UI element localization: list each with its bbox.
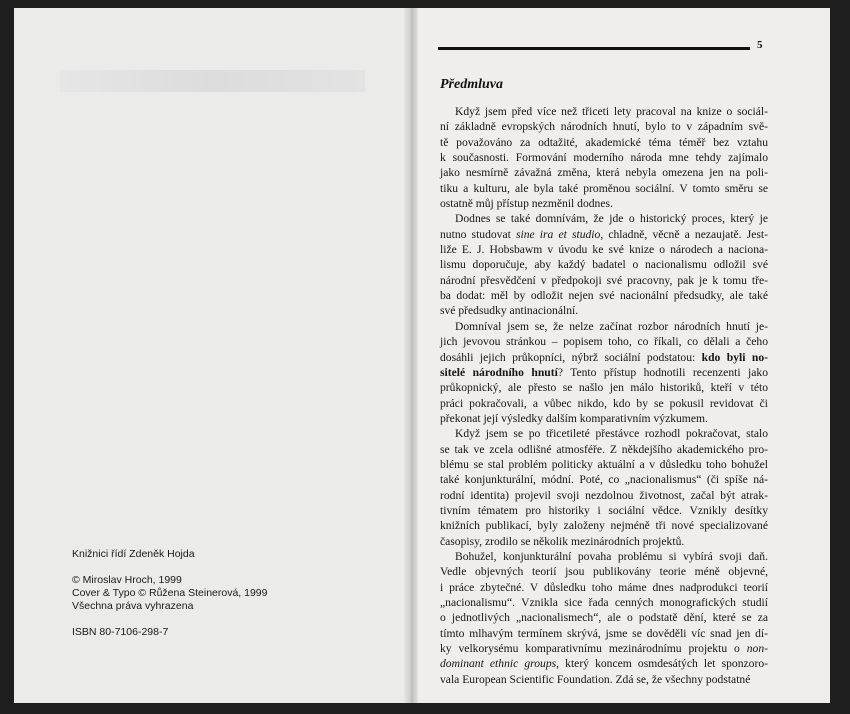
text-line: i práce zbytečné. V důsledku toho máme dnes nadprodukci teorií — [440, 580, 768, 594]
text-line: blému se stal problém politicky aktuální a v důsledku toho bohužel — [440, 457, 768, 471]
text-line: „nacionalismu“. Vznikla sice řada cenných monografických studií — [440, 596, 768, 609]
text-line: své předsudky antinacionální. — [440, 304, 579, 318]
text-line: také konjunkturální, módní. Poté, co „nacionalismus“ (či spíše ná- — [440, 473, 768, 487]
text-line: tiku a kulturu, ale byla také proměnou sociální. V tomto směru se — [440, 181, 768, 195]
show-through-band — [60, 70, 365, 92]
text-line: ba dodat: měl by odložit nejen své nacionální předsudky, ale také — [440, 289, 768, 303]
text-line: dosáhli jejich průkopníci, nýbrž sociální podstatou: kdo byli no- — [440, 350, 768, 364]
rights-reserved: Všechna práva vyhrazena — [72, 600, 194, 612]
text-line: ostatně můj přístup nezměnil dodnes. — [440, 197, 613, 211]
text-line: Bohužel, konjunkturální povaha problému si vybírá svoji daň. — [455, 549, 768, 563]
text-line: překonat její výsledky dalším komparativním výzkumem. — [440, 411, 708, 425]
text-line: tímto mlhavým termínem skrývá, jsme se dověděli víc snad jen dí- — [440, 626, 768, 640]
text-line: vala European Scientific Foundation. Zdá se, že všechny podstatné — [440, 672, 751, 686]
text-line: jich jevovou stránkou – popisem toho, co říkali, co dělali a čeho — [440, 335, 768, 349]
book-spine — [404, 8, 418, 703]
header-rule — [438, 47, 750, 50]
text-line: o jednotlivých „nacionalismech“, ale o podstatě dění, které se za — [440, 611, 768, 625]
text-line: tě považováno za odtažité, akademické téma téměř bez vztahu — [440, 135, 768, 149]
text-line: národní přesvědčení v předpokoji své pracovny, pak je k tomu tře- — [440, 273, 768, 287]
text-line: sitelé národního hnutí? Tento přístup hodnotili recenzenti jako — [440, 365, 768, 379]
text-line: časopisy, zrodilo se několik mezinárodních projektů. — [440, 534, 685, 548]
text-line: Vedle objevných teorií jsou publikovány teorie méně objevné, — [440, 565, 768, 579]
show-through-logo — [285, 580, 360, 628]
text-line: liže E. J. Hobsbawm v úvodu ke své knize o národech a naciona- — [440, 243, 768, 257]
text-line: Dodnes se také domnívám, že jde o historický proces, který je — [455, 212, 768, 226]
text-line: k současnosti. Formování moderního národa mne tehdy zajímalo — [440, 151, 768, 165]
series-editor: Knižnici řídí Zdeněk Hojda — [72, 548, 195, 560]
body-text — [440, 104, 768, 687]
text-line: práci pokračovali, a vůbec nikdo, kdo by se pokusil revidovat či — [440, 396, 768, 410]
text-line: jako nesmírně závažná změna, která nebyla omezena jen na poli- — [440, 166, 768, 180]
isbn: ISBN 80-7106-298-7 — [72, 626, 169, 638]
text-line: ky velkorysému komparativnímu mezinárodnímu projektu o non- — [440, 642, 768, 656]
text-line: knižních publikací, byly založeny nejméně tři nové specializované — [440, 519, 768, 533]
copyright-cover: Cover & Typo © Růžena Steinerová, 1999 — [72, 587, 268, 599]
text-line: lismu doporučuje, aby každý badatel o nacionalismu odložil své — [440, 258, 768, 272]
text-line: Když jsem se po třicetileté přestávce rozhodl pokračovat, stalo — [455, 427, 768, 441]
text-line: ní základně evropských národních hnutí, bylo to v západním svě- — [440, 120, 768, 134]
text-line: nutno studovat sine ira et studio, chladně, věcně a nezaujatě. Jest- — [440, 227, 768, 241]
text-line: Když jsem před více než třiceti lety pracoval na knize o sociál- — [455, 105, 768, 118]
text-line: rodní identita) projevil svoji nezdolnou životnost, začal být atrak- — [440, 488, 768, 502]
text-line: tivním tématem pro historiky i sociální vědce. Vznikly desítky — [440, 503, 768, 517]
copyright-author: © Miroslav Hroch, 1999 — [72, 574, 182, 586]
text-line: se tak ve zcela odlišné atmosféře. Z někdejšího akademického pro- — [440, 442, 768, 456]
text-line: dominant ethnic groups, který koncem osmdesátých let sponzoro- — [440, 657, 768, 671]
page-number: 5 — [757, 39, 763, 51]
text-line: průkopnický, ale přesto se našlo jen málo historiků, kteří v této — [440, 381, 768, 395]
text-line: Domníval jsem se, že nelze začínat rozbor národních hnutí je- — [455, 319, 768, 333]
chapter-heading: Předmluva — [440, 77, 503, 92]
